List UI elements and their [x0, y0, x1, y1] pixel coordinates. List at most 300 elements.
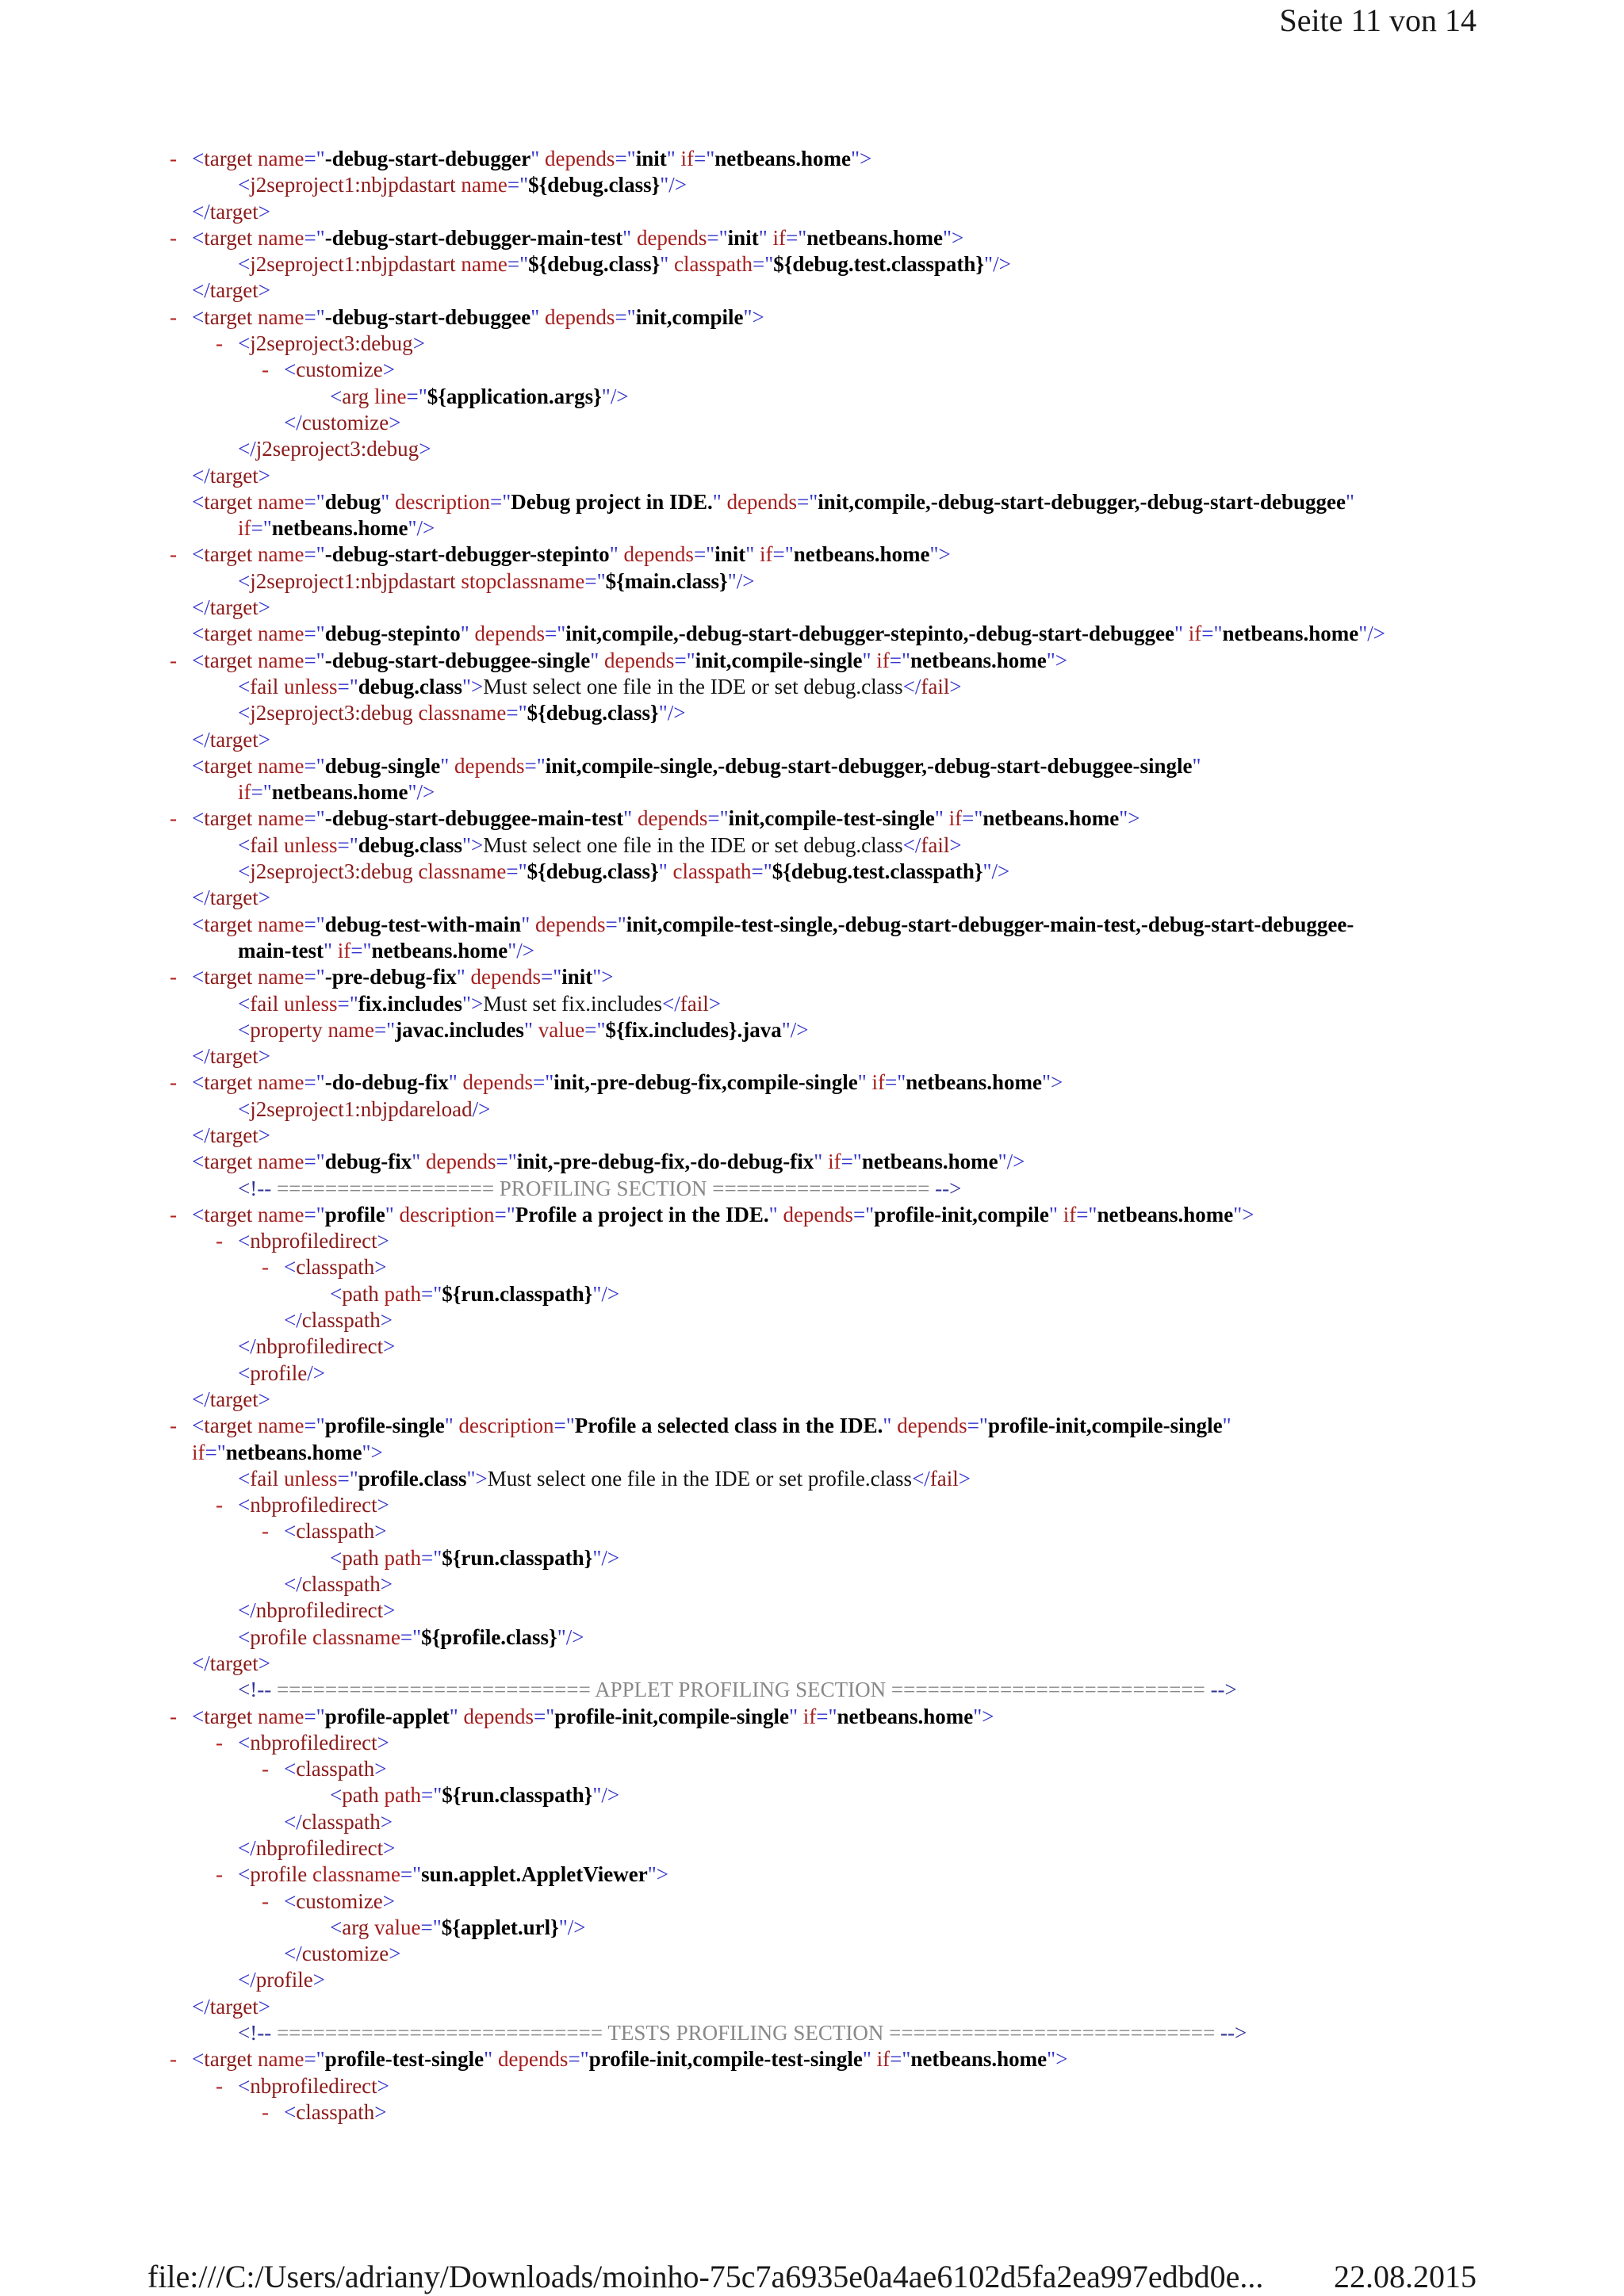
xml-token: <: [238, 701, 251, 725]
collapse-toggle[interactable]: -: [170, 225, 177, 250]
xml-token: =": [496, 1150, 517, 1174]
collapse-toggle[interactable]: -: [170, 965, 177, 989]
xml-line-content: [192, 1440, 383, 1466]
xml-line-content: [238, 2020, 1247, 2046]
xml-token: target: [204, 489, 253, 514]
xml-line: [0, 172, 1624, 198]
xml-token: ">: [462, 991, 484, 1016]
xml-token: ": [412, 1150, 421, 1174]
collapse-toggle[interactable]: -: [170, 304, 177, 329]
xml-token: >: [382, 358, 395, 382]
xml-line-content: [238, 1624, 584, 1651]
xml-token: ": [1048, 1202, 1058, 1226]
xml-line: [0, 621, 1624, 647]
xml-token: depends: [458, 1704, 534, 1728]
xml-token: target: [204, 147, 253, 170]
xml-line-content: [330, 384, 629, 410]
xml-line-content: [192, 1202, 1254, 1228]
xml-token: "/>: [408, 516, 435, 541]
xml-line-content: [192, 964, 613, 990]
xml-token: "/>: [1358, 622, 1385, 646]
xml-token: name: [252, 1070, 304, 1095]
xml-token: >: [377, 1493, 389, 1517]
xml-token: name: [252, 147, 304, 170]
xml-token: Must set fix.includes: [483, 991, 662, 1016]
xml-line-content: [330, 1915, 586, 1941]
xml-line: [0, 1862, 1624, 1888]
xml-token: <: [192, 1202, 205, 1226]
xml-token: ": [323, 938, 333, 962]
xml-token: <: [192, 542, 205, 567]
xml-line: [0, 1413, 1624, 1439]
xml-token: description: [389, 489, 491, 514]
xml-token: =": [797, 489, 818, 514]
collapse-toggle[interactable]: -: [262, 1888, 269, 1913]
xml-token: />: [307, 1360, 325, 1385]
xml-token: <: [238, 1493, 251, 1517]
xml-token: <: [192, 1704, 205, 1728]
xml-line: [0, 410, 1624, 436]
xml-line: [0, 991, 1624, 1017]
xml-token: nbprofiledirect: [255, 1334, 384, 1359]
xml-token: Profile a selected class in the IDE.: [574, 1414, 883, 1438]
xml-token: >: [258, 278, 270, 303]
xml-line: [0, 1598, 1624, 1624]
xml-token: netbeans.home: [806, 225, 943, 250]
xml-token: =": [494, 1202, 515, 1226]
xml-token: -do-debug-fix: [324, 1070, 449, 1095]
xml-token: path: [378, 1281, 421, 1306]
xml-line: [0, 1440, 1624, 1466]
xml-line-content: [238, 568, 754, 595]
xml-token: target: [209, 1651, 259, 1675]
collapse-toggle[interactable]: -: [216, 1862, 223, 1887]
xml-token: </: [192, 199, 210, 224]
xml-token: <!--: [238, 2021, 272, 2045]
xml-token: profile-init,compile: [874, 1202, 1049, 1226]
xml-token: >: [949, 674, 962, 698]
xml-line: [0, 1624, 1624, 1651]
xml-token: if: [754, 542, 773, 567]
xml-token: >: [412, 331, 425, 356]
xml-token: ${run.classpath}: [442, 1783, 593, 1808]
xml-token: </: [284, 1942, 302, 1966]
xml-token: <: [330, 1281, 343, 1306]
xml-token: >: [374, 1255, 387, 1280]
xml-token: profile: [250, 1360, 308, 1385]
xml-line: [0, 463, 1624, 489]
xml-line-content: [192, 1994, 270, 2020]
xml-token: ${debug.class}: [528, 252, 661, 277]
xml-line: [0, 1677, 1624, 1703]
xml-token: init,compile-single: [695, 648, 863, 672]
collapse-toggle[interactable]: -: [262, 2099, 269, 2124]
xml-token: ">: [929, 542, 951, 567]
xml-token: ">: [466, 1466, 488, 1490]
collapse-toggle[interactable]: -: [170, 147, 177, 170]
xml-token: description: [453, 1414, 554, 1438]
xml-token: ": [658, 859, 668, 884]
xml-line-content: [284, 1254, 386, 1280]
xml-line-content: [192, 541, 951, 568]
xml-token: init,-pre-debug-fix,-do-debug-fix: [516, 1150, 814, 1174]
xml-line: [0, 1651, 1624, 1677]
xml-token: =": [420, 1281, 442, 1306]
xml-token: j2seproject1:nbjpdastart: [250, 173, 456, 197]
xml-token: path: [342, 1783, 379, 1808]
xml-token: <: [238, 173, 251, 197]
xml-token: <: [192, 1414, 205, 1438]
xml-token: >: [258, 1994, 270, 2019]
xml-token: <: [192, 304, 205, 329]
xml-token: name: [252, 1414, 304, 1438]
xml-token: =": [693, 542, 715, 567]
xml-token: profile: [324, 1202, 385, 1226]
xml-token: =": [304, 1704, 325, 1728]
xml-line: [0, 1360, 1624, 1387]
xml-token: ": [814, 1150, 823, 1174]
xml-token: =": [816, 1704, 837, 1728]
xml-token: name: [252, 225, 304, 250]
xml-token: =": [490, 489, 511, 514]
xml-line: [0, 277, 1624, 304]
xml-token: ">: [462, 832, 484, 857]
xml-token: <: [192, 965, 205, 989]
collapse-toggle[interactable]: -: [262, 1255, 269, 1280]
xml-token: init: [714, 542, 746, 567]
xml-line-content: [238, 1017, 809, 1043]
xml-token: =": [889, 648, 910, 672]
xml-token: debug.class: [358, 832, 463, 857]
xml-token: target: [209, 886, 259, 910]
xml-line-content: [284, 1888, 395, 1915]
xml-token: =": [568, 2047, 589, 2072]
xml-token: init: [635, 147, 667, 170]
xml-token: init,compile: [635, 304, 744, 329]
xml-token: =": [400, 1624, 422, 1649]
xml-token: classname: [412, 701, 507, 725]
xml-token: netbeans.home: [1222, 622, 1359, 646]
xml-line-content: [192, 912, 1354, 938]
xml-line: [0, 1994, 1624, 2020]
xml-token: init,compile,-debug-start-debugger-stepinto,-debug-start-debuggee: [565, 622, 1174, 646]
xml-line-content: [238, 1096, 490, 1123]
xml-line-content: [238, 1492, 389, 1518]
xml-token: ": [660, 252, 669, 277]
collapse-toggle[interactable]: -: [170, 806, 177, 831]
xml-line: [0, 1096, 1624, 1123]
xml-token: fail: [250, 1466, 279, 1490]
xml-token: netbeans.home: [714, 147, 852, 170]
xml-line-content: [238, 991, 721, 1017]
collapse-toggle[interactable]: -: [262, 1757, 269, 1781]
xml-token: ": [448, 1070, 458, 1095]
xml-token: netbeans.home: [271, 780, 408, 805]
xml-token: =": [506, 859, 527, 884]
xml-line-content: [238, 700, 685, 726]
xml-token: ": [590, 648, 599, 672]
xml-token: depends: [539, 304, 615, 329]
xml-token: </: [192, 1994, 210, 2019]
xml-token: debug: [324, 489, 381, 514]
xml-token: ${fix.includes}.java: [605, 1017, 782, 1042]
xml-line-content: [192, 1123, 270, 1149]
xml-token: target: [209, 199, 259, 224]
xml-token: ": [521, 912, 530, 936]
xml-token: <: [238, 1624, 251, 1649]
xml-token: -->: [935, 1176, 962, 1200]
xml-line: [0, 1809, 1624, 1835]
xml-token: customize: [301, 410, 389, 434]
xml-token: init: [727, 225, 759, 250]
xml-token: <: [330, 1915, 343, 1939]
xml-token: j2seproject3:debug: [255, 437, 419, 461]
xml-token: classpath: [301, 1572, 381, 1597]
collapse-toggle[interactable]: -: [216, 331, 223, 356]
xml-token: >: [383, 1836, 396, 1860]
xml-token: Must select one file in the IDE or set debug.class: [483, 832, 903, 857]
xml-token: <: [238, 832, 251, 857]
xml-token: =": [304, 1414, 325, 1438]
collapse-toggle[interactable]: -: [170, 1202, 177, 1226]
xml-token: </: [238, 1968, 256, 1992]
xml-line-content: [238, 1967, 325, 1993]
collapse-toggle[interactable]: -: [216, 1229, 223, 1253]
xml-token: unless: [278, 1466, 338, 1490]
xml-token: <: [238, 1096, 251, 1121]
xml-line-content: [192, 1149, 1025, 1175]
collapse-toggle[interactable]: -: [262, 358, 269, 382]
xml-token: =": [373, 1017, 396, 1042]
xml-token: profile-init,compile-single: [987, 1414, 1223, 1438]
xml-token: depends: [618, 542, 694, 567]
xml-token: >: [380, 1572, 393, 1597]
xml-line-content: [192, 753, 1201, 779]
xml-token: init,-pre-debug-fix,compile-single: [553, 1070, 858, 1095]
xml-token: <: [192, 225, 205, 250]
xml-line: [0, 1176, 1624, 1202]
xml-line-content: [192, 1070, 1063, 1096]
xml-token: "/>: [984, 252, 1011, 277]
xml-token: j2seproject3:debug: [250, 859, 413, 884]
xml-token: ": [623, 806, 633, 831]
xml-line-content: [238, 1360, 325, 1387]
xml-token: </: [238, 1598, 256, 1623]
xml-token: name: [252, 2047, 304, 2072]
xml-token: target: [204, 542, 253, 567]
xml-token: ${main.class}: [605, 568, 728, 593]
xml-line-content: [330, 1782, 619, 1808]
xml-token: "/>: [658, 701, 686, 725]
xml-line-content: [238, 2073, 389, 2099]
xml-line: [0, 964, 1624, 990]
xml-token: >: [258, 1387, 270, 1411]
xml-token: netbeans.home: [910, 648, 1047, 672]
xml-token: name: [252, 648, 304, 672]
collapse-toggle[interactable]: -: [170, 1704, 177, 1728]
collapse-toggle[interactable]: -: [262, 1519, 269, 1544]
xml-token: classpath: [296, 2099, 375, 2124]
xml-token: <: [238, 1862, 251, 1887]
xml-token: =": [506, 701, 527, 725]
xml-token: depends: [631, 225, 707, 250]
xml-token: <: [238, 568, 251, 593]
xml-token: ">: [362, 1440, 383, 1464]
xml-token: target: [209, 727, 259, 752]
xml-token: =": [545, 622, 566, 646]
collapse-toggle[interactable]: -: [170, 1414, 177, 1438]
xml-token: =": [772, 542, 794, 567]
page-number: Seite 11 von 14: [1279, 2, 1477, 38]
xml-token: nbprofiledirect: [250, 1730, 377, 1755]
xml-token: =": [605, 912, 626, 936]
xml-token: =": [752, 252, 774, 277]
xml-token: =": [615, 147, 636, 170]
xml-line: [0, 1149, 1624, 1175]
xml-line-content: [238, 1334, 395, 1360]
xml-token: =": [205, 1440, 226, 1464]
file-path: file:///C:/Users/adriany/Downloads/moinho-75c7a6935e0a4ae6102d5fa2ea997edbd0e...: [147, 2259, 1264, 2294]
xml-token: stopclassname: [455, 568, 585, 593]
xml-line: [0, 1017, 1624, 1043]
xml-line-content: [238, 1176, 961, 1202]
xml-token: debug-stepinto: [324, 622, 461, 646]
xml-token: debug.class: [358, 674, 463, 698]
xml-token: debug-single: [324, 753, 441, 778]
xml-token: "/>: [781, 1017, 809, 1042]
xml-token: ": [1222, 1414, 1231, 1438]
collapse-toggle[interactable]: -: [170, 648, 177, 672]
xml-token: "/>: [601, 384, 629, 408]
xml-token: netbeans.home: [906, 1070, 1043, 1095]
collapse-toggle[interactable]: -: [216, 2073, 223, 2098]
xml-token: Must select one file in the IDE or set profile.class: [487, 1466, 913, 1490]
xml-token: =": [890, 2047, 911, 2072]
xml-line: [0, 1387, 1624, 1413]
xml-token: name: [322, 1017, 374, 1042]
xml-line-content: [238, 832, 962, 859]
xml-token: =": [674, 648, 695, 672]
collapse-toggle[interactable]: -: [170, 2047, 177, 2072]
xml-token: netbeans.home: [793, 542, 930, 567]
xml-line: [0, 806, 1624, 832]
xml-token: classname: [307, 1862, 400, 1887]
xml-token: </: [902, 832, 921, 857]
xml-token: ">: [743, 304, 764, 329]
xml-token: =": [304, 753, 325, 778]
xml-token: target: [209, 1387, 259, 1411]
xml-token: if: [822, 1150, 841, 1174]
xml-token: =": [337, 1466, 358, 1490]
xml-token: ": [788, 1704, 798, 1728]
xml-line-content: [238, 1730, 389, 1756]
xml-token: ": [444, 1414, 454, 1438]
xml-line-content: [284, 1809, 393, 1835]
xml-token: =": [524, 753, 546, 778]
xml-token: target: [209, 1994, 259, 2019]
xml-token: <: [284, 1888, 297, 1913]
xml-token: =": [967, 1414, 988, 1438]
xml-token: =": [304, 648, 325, 672]
xml-token: ">: [647, 1862, 668, 1887]
xml-token: >: [258, 463, 270, 488]
xml-token: <: [284, 358, 297, 382]
xml-token: <: [238, 331, 251, 356]
xml-token: =": [304, 965, 325, 989]
xml-line: [0, 1281, 1624, 1307]
xml-token: >: [258, 595, 270, 620]
collapse-toggle[interactable]: -: [216, 1493, 223, 1517]
xml-token: ================== PROFILING SECTION ==================: [271, 1176, 936, 1200]
xml-token: >: [382, 1888, 395, 1913]
xml-line-content: [192, 806, 1139, 832]
collapse-toggle[interactable]: -: [170, 1070, 177, 1095]
xml-token: </: [192, 1387, 210, 1411]
xml-token: =": [507, 252, 529, 277]
xml-token: fail: [921, 832, 950, 857]
xml-token: if: [767, 225, 786, 250]
xml-token: j2seproject1:nbjpdareload: [250, 1096, 473, 1121]
xml-token: name: [252, 965, 304, 989]
xml-token: if: [943, 806, 963, 831]
xml-token: -pre-debug-fix: [324, 965, 457, 989]
xml-line: [0, 1835, 1624, 1862]
xml-token: unless: [278, 674, 338, 698]
xml-token: profile.class: [358, 1466, 467, 1490]
xml-token: Debug project in IDE.: [511, 489, 713, 514]
xml-line-content: [238, 251, 1011, 277]
xml-line: [0, 1254, 1624, 1280]
xml-token: =": [337, 674, 358, 698]
xml-token: target: [204, 1150, 253, 1174]
xml-token: ": [523, 1017, 533, 1042]
page-footer: [147, 2258, 1477, 2293]
xml-token: >: [377, 1730, 389, 1755]
xml-token: "/>: [660, 173, 687, 197]
collapse-toggle[interactable]: -: [216, 1730, 223, 1755]
xml-token: netbeans.home: [982, 806, 1120, 831]
xml-token: >: [258, 199, 270, 224]
collapse-toggle[interactable]: -: [170, 542, 177, 567]
xml-token: =": [304, 912, 325, 936]
xml-token: debug-fix: [324, 1150, 412, 1174]
xml-line-content: [238, 1835, 395, 1862]
xml-token: depends: [632, 806, 708, 831]
xml-token: <: [238, 1360, 251, 1385]
xml-token: target: [204, 1070, 253, 1095]
xml-token: =": [420, 1545, 442, 1570]
xml-token: <: [192, 2047, 205, 2072]
xml-token: ">: [1047, 2047, 1068, 2072]
xml-line: [0, 885, 1624, 911]
xml-token: <: [192, 753, 205, 778]
xml-line-content: [238, 674, 962, 700]
xml-line: [0, 1123, 1624, 1149]
xml-token: target: [209, 463, 259, 488]
xml-line: [0, 1228, 1624, 1254]
xml-line: [0, 832, 1624, 859]
xml-token: name: [252, 489, 304, 514]
xml-line-content: [238, 436, 431, 462]
xml-token: ">: [1233, 1202, 1254, 1226]
xml-token: </: [912, 1466, 930, 1490]
xml-token: >: [389, 1942, 401, 1966]
xml-token: "/>: [592, 1545, 620, 1570]
xml-token: ": [934, 806, 944, 831]
xml-token: </: [192, 886, 210, 910]
xml-token: depends: [539, 147, 615, 170]
xml-token: </: [192, 1044, 210, 1069]
